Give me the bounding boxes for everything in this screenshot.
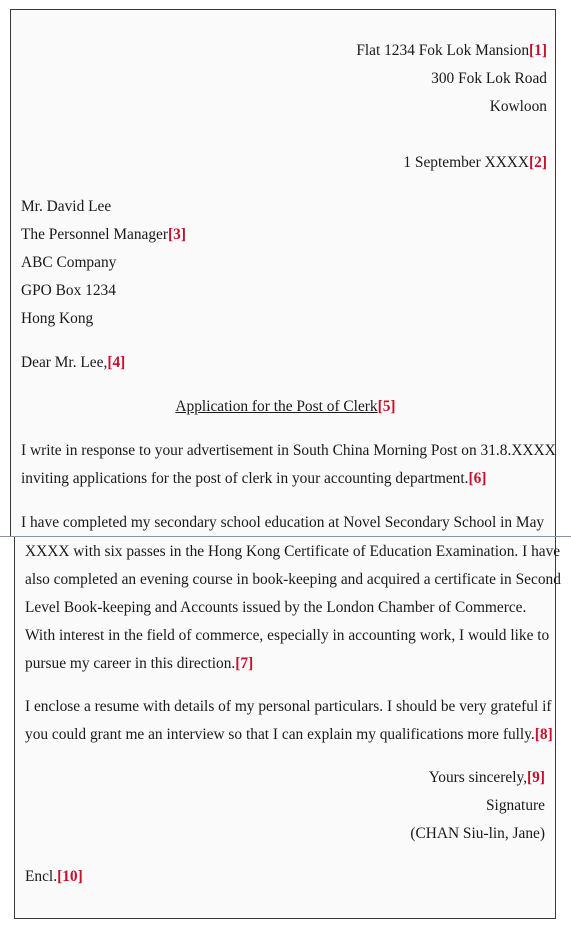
recipient-company: ABC Company	[21, 254, 117, 271]
para1-line-2: inviting applications for the post of clerk in your accounting department.[6]	[21, 470, 487, 487]
sender-address-line-3: Kowloon	[489, 98, 547, 115]
signature: Signature	[486, 797, 545, 814]
salutation: Dear Mr. Lee,[4]	[21, 354, 126, 371]
recipient-name: Mr. David Lee	[21, 198, 112, 215]
ref-marker-3: [3]	[168, 226, 186, 243]
subject-line: Application for the Post of Clerk[5]	[175, 398, 396, 415]
ref-marker-9: [9]	[527, 769, 545, 786]
ref-marker-6: [6]	[468, 470, 487, 487]
letter-date: 1 September XXXX[2]	[403, 154, 547, 171]
closing-line: Yours sincerely,[9]	[428, 769, 545, 786]
ref-marker-10: [10]	[57, 868, 83, 885]
sender-address-line-1: Flat 1234 Fok Lok Mansion[1]	[356, 42, 547, 59]
para1-line-1: I write in response to your advertisement in South China Morning Post on 31.8.XXXX	[21, 442, 556, 459]
sender-address-line-2: 300 Fok Lok Road	[431, 70, 547, 87]
para2-line-4: Level Book-keeping and Accounts issued by the London Chamber of Commerce.	[25, 599, 527, 616]
para2-line-2: XXXX with six passes in the Hong Kong Certificate of Education Examination. I have	[25, 543, 561, 560]
ref-marker-7: [7]	[235, 655, 254, 672]
para2-line-6: pursue my career in this direction.[7]	[25, 655, 254, 672]
ref-marker-2: [2]	[529, 154, 547, 171]
recipient-title: The Personnel Manager[3]	[21, 226, 186, 243]
para2-line-3: also completed an evening course in book-keeping and acquired a certificate in Second	[25, 571, 561, 588]
para2-line-1: I have completed my secondary school education at Novel Secondary School in May	[21, 514, 545, 531]
ref-marker-8: [8]	[534, 726, 553, 743]
para3-line-1: I enclose a resume with details of my personal particulars. I should be very grateful if	[25, 698, 552, 715]
enclosure: Encl.[10]	[25, 868, 83, 885]
ref-marker-1: [1]	[529, 42, 547, 59]
ref-marker-4: [4]	[107, 354, 126, 371]
recipient-box: GPO Box 1234	[21, 282, 116, 299]
sender-name: (CHAN Siu-lin, Jane)	[410, 825, 545, 842]
para2-line-5: With interest in the field of commerce, especially in accounting work, I would like to	[25, 627, 550, 644]
scan-divider-line	[0, 536, 571, 537]
ref-marker-5: [5]	[377, 398, 396, 415]
para3-line-2: you could grant me an interview so that I can explain my qualifications more fully.[8]	[25, 726, 553, 743]
recipient-city: Hong Kong	[21, 310, 94, 327]
